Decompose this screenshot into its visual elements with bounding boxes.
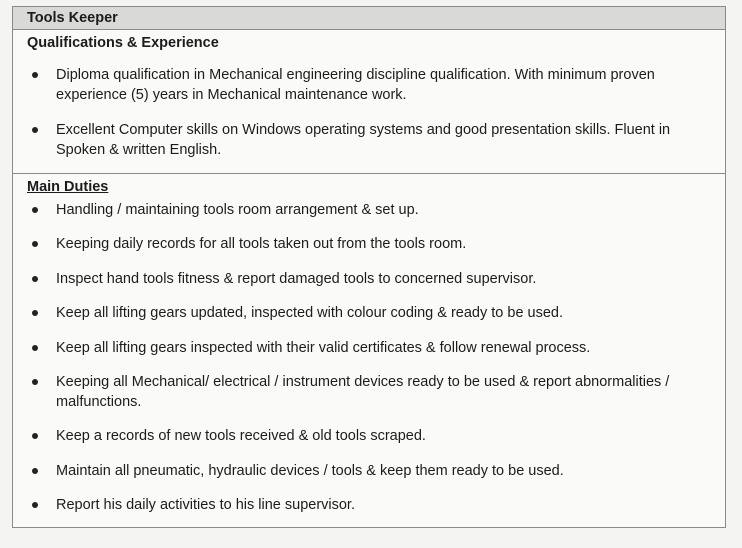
list-item [13, 65, 725, 105]
bullet-icon [32, 433, 38, 439]
list-item [13, 269, 725, 289]
list-item [13, 234, 725, 254]
list-item-text: Diploma qualification in Mechanical engineering discipline qualification. With minimum proven experience (5) years in Mechanical maintenance work. [56, 67, 655, 103]
qualifications-heading: Qualifications & Experience [27, 35, 219, 51]
duties-heading: Main Duties [27, 179, 109, 195]
list-item [13, 200, 725, 220]
list-item-text: Keeping daily records for all tools taken out from the tools room. [56, 236, 467, 253]
bullet-icon [32, 310, 38, 316]
list-item [13, 120, 725, 160]
bullet-icon [32, 502, 38, 508]
qualifications-section [13, 30, 725, 174]
list-item-text: Maintain all pneumatic, hydraulic devices / tools & keep them ready to be used. [56, 462, 564, 479]
list-item-text: Keep all lifting gears inspected with their valid certificates & follow renewal process. [56, 339, 591, 356]
list-item-text: Keeping all Mechanical/ electrical / instrument devices ready to be used & report abnormalities / malfunctions. [56, 373, 670, 410]
list-item-text: Keep all lifting gears updated, inspected with colour coding & ready to be used. [56, 305, 564, 322]
bullet-icon [32, 207, 38, 213]
list-item [13, 338, 725, 358]
list-item [13, 426, 725, 446]
list-item-text: Inspect hand tools fitness & report damaged tools to concerned supervisor. [56, 270, 537, 287]
bullet-icon [32, 241, 38, 247]
bullet-icon [32, 468, 38, 474]
list-item [13, 495, 725, 515]
job-title: Tools Keeper [13, 7, 725, 30]
bullet-icon [32, 276, 38, 282]
list-item [13, 303, 725, 323]
list-item-text: Excellent Computer skills on Windows operating systems and good presentation skills. Fluent in Spoken & written English. [56, 122, 671, 158]
list-item-text: Handling / maintaining tools room arrangement & set up. [56, 202, 419, 218]
list-item-text: Report his daily activities to his line supervisor. [56, 497, 355, 514]
bullet-icon [32, 345, 38, 351]
job-description-table [12, 6, 726, 528]
bullet-icon [32, 379, 38, 385]
duties-section [13, 174, 725, 515]
qualifications-list [13, 65, 725, 160]
list-item-text: Keep a records of new tools received & old tools scraped. [56, 428, 426, 445]
duties-list [13, 200, 725, 515]
bullet-icon [32, 127, 38, 133]
list-item [13, 461, 725, 481]
bullet-icon [32, 72, 38, 78]
list-item [13, 372, 725, 412]
